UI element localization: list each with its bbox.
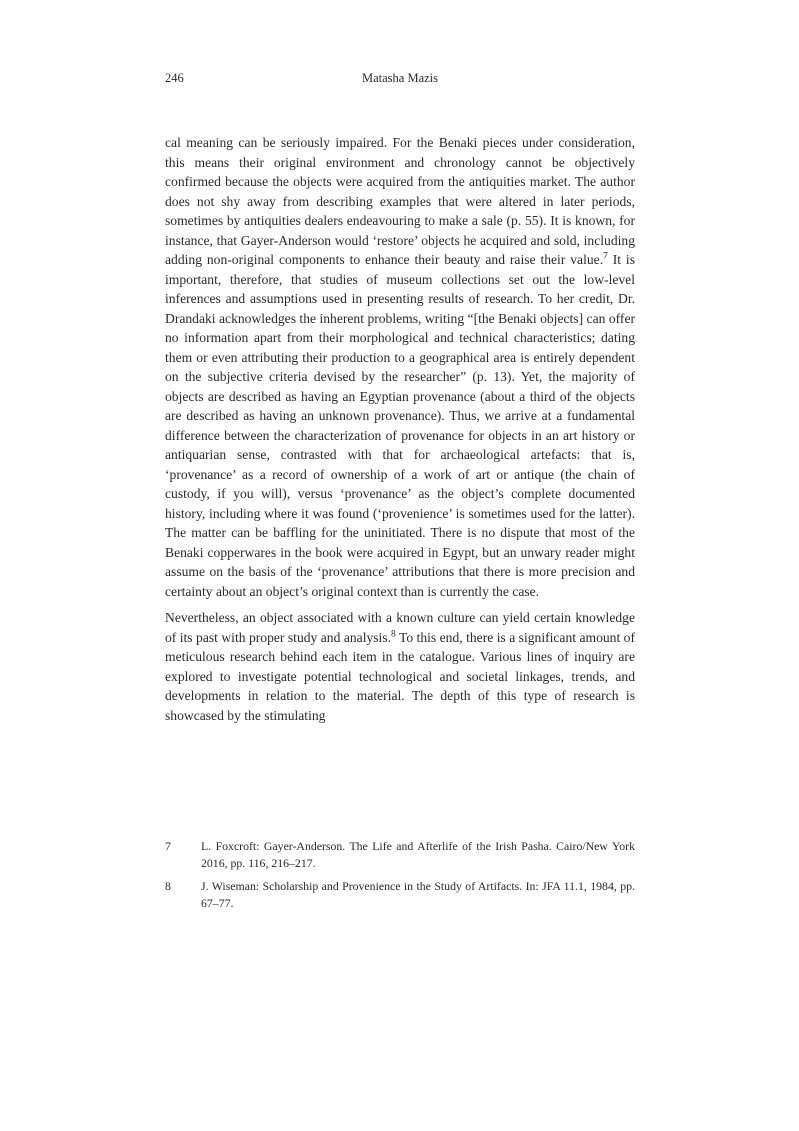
paragraph-1-text-continued: It is important, therefore, that studies of museum collections set out the low-level inferences and assumptions used in presenting results of research. To her credit, Dr. Drandaki acknowledges the inherent problems, writing “[the Benaki objects] can offer no information apart from their morphological and technical characteristics; dating them or even attributing their production to a geographical area is entirely dependent on the subjective criteria devised by the researcher” (p. 13). Yet, the majority of objects are described as having an Egyptian provenance (about a third of the objects are described as having an unknown provenance). Thus, we arrive at a fundamental difference between the characterization of provenance for objects in an art history or antiquarian sense, contrasted with that for archaeological artefacts: that is, ‘provenance’ as a record of ownership of a work of art or antique (the chain of custody, if you will), versus ‘provenance’ as the object’s complete documented history, including where it was found (‘provenience’ is sometimes used for the latter). The matter can be baffling for the uninitiated. There is no dispute that most of the Benaki copperwares in the book were acquired in Egypt, but an unwary reader might assume on the basis of the ‘provenance’ attributions that there is more precision and certainty about an object’s original context than is currently the case. — [165, 252, 635, 599]
paragraph-2 — [165, 608, 635, 725]
footnote-ref-7: 7 — [603, 251, 608, 262]
footnote-text: L. Foxcroft: Gayer-Anderson. The Life and Afterlife of the Irish Pasha. Cairo/New York 2016, pp. 116, 216–217. — [201, 839, 635, 870]
body-text — [165, 133, 635, 725]
footnote-number: 7 — [165, 839, 171, 853]
page-header — [165, 70, 635, 86]
paragraph-2-text: Nevertheless, an object associated with a known culture can yield certain knowledge of its past with proper study and analysis. — [165, 610, 635, 645]
footnotes-section — [165, 838, 635, 918]
paragraph-1-text: cal meaning can be seriously impaired. For the Benaki pieces under consideration, this means their original environment and chronology cannot be objectively confirmed because the objects were acquired from the antiquities market. The author does not shy away from describing examples that were altered in later periods, sometimes by antiquities dealers endeavouring to make a sale (p. 55). It is known, for instance, that Gayer-Anderson would ‘restore’ objects he acquired and sold, including adding non-original components to enhance their beauty and raise their value. — [165, 135, 635, 267]
page-number: 246 — [165, 71, 184, 85]
footnote-number: 8 — [165, 879, 171, 893]
footnote-text: J. Wiseman: Scholarship and Provenience in the Study of Artifacts. In: JFA 11.1, 1984, pp. 67–77. — [201, 879, 635, 910]
footnote-7 — [165, 838, 635, 871]
paragraph-1 — [165, 133, 635, 601]
footnote-8 — [165, 878, 635, 911]
paragraph-2-text-continued: To this end, there is a significant amount of meticulous research behind each item in the catalogue. Various lines of inquiry are explored to investigate potential technological and societal linkages, trends, and developments in relation to the material. The depth of this type of research is showcased by the stimulating — [165, 629, 636, 723]
footnote-ref-8: 8 — [391, 628, 396, 639]
running-head: Matasha Mazis — [361, 71, 439, 85]
